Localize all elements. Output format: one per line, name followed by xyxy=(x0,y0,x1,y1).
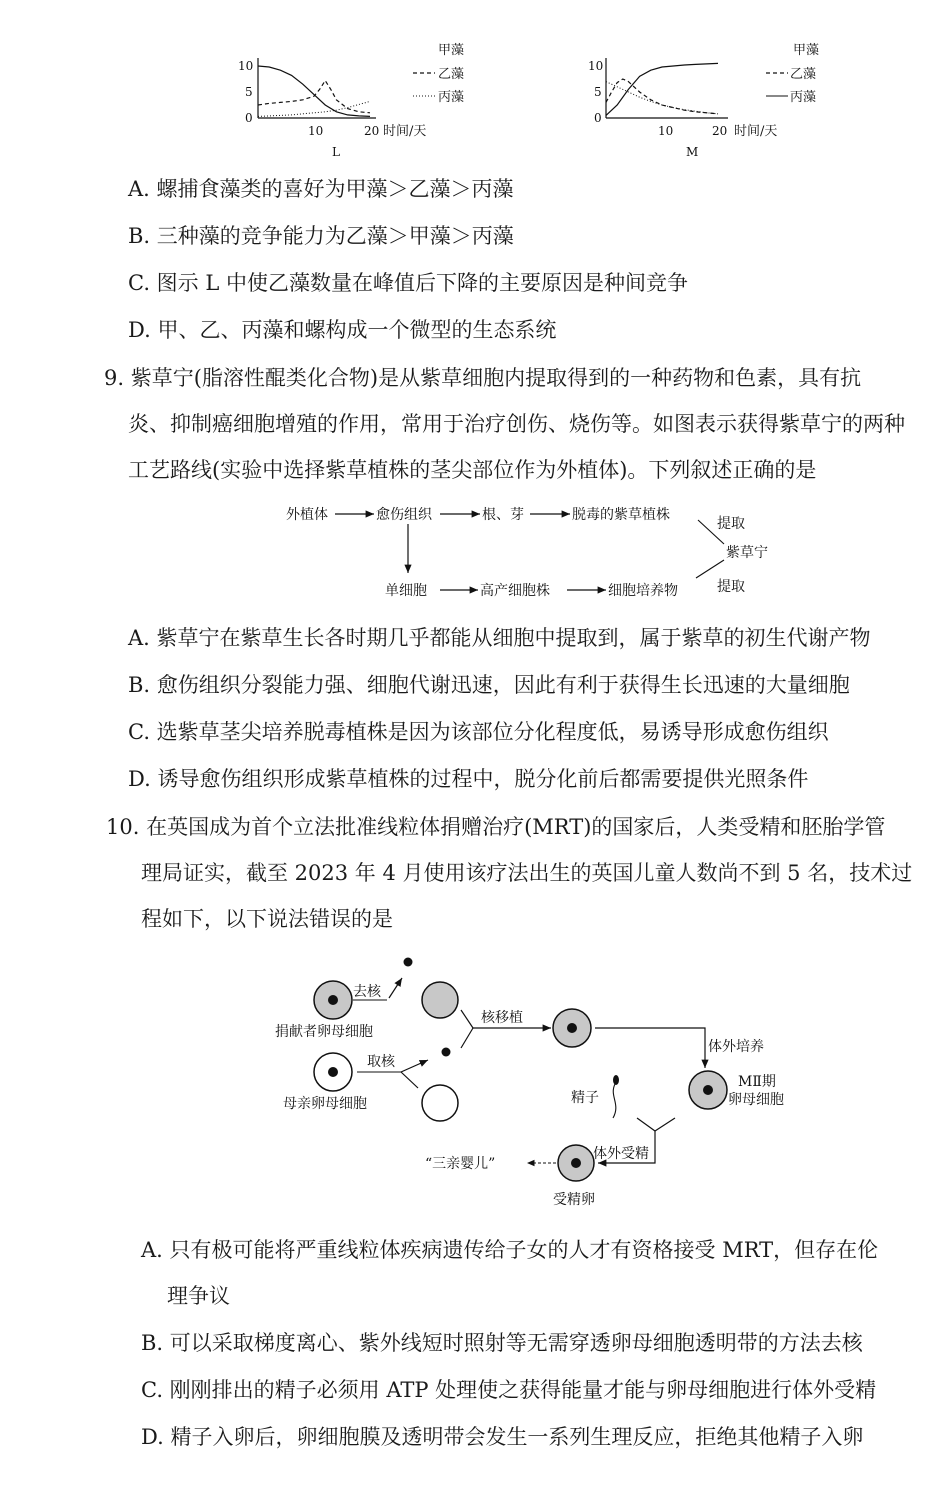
merge-line-top xyxy=(461,1010,473,1028)
q9-stem-line-1: 9. 紫草宁(脂溶性醌类化合物)是从紫草细胞内提取得到的一种药物和色素，具有抗 xyxy=(104,366,862,390)
label-sperm: 精子 xyxy=(571,1090,599,1106)
q9-stem-line-3: 工艺路线(实验中选择紫草植株的茎尖部位作为外植体)。下列叙述正确的是 xyxy=(128,458,817,482)
donor-nucleus-icon xyxy=(328,995,338,1005)
q8-option-c: C. 图示 L 中使乙藻数量在峰值后下降的主要原因是种间竞争 xyxy=(128,271,688,295)
label-extract-bottom: 提取 xyxy=(717,579,745,595)
ytick-10-m: 10 xyxy=(588,59,604,73)
q10-option-a-line-2: 理争议 xyxy=(167,1284,230,1308)
q8-option-b: B. 三种藻的竞争能力为乙藻＞甲藻＞丙藻 xyxy=(128,224,514,248)
q8-option-a: A. 螺捕食藻类的喜好为甲藻＞乙藻＞丙藻 xyxy=(128,177,514,201)
label-mii: MⅡ期 xyxy=(738,1074,776,1090)
q10-option-c: C. 刚刚排出的精子必须用 ATP 处理使之获得能量才能与卵母细胞进行体外受精 xyxy=(141,1378,877,1402)
series-group-m xyxy=(606,63,718,115)
q9-process-diagram xyxy=(280,498,800,610)
label-ivf: 体外受精 xyxy=(593,1146,649,1162)
q9-option-d: D. 诱导愈伤组织形成紫草植株的过程中，脱分化前后都需要提供光照条件 xyxy=(128,767,809,791)
sperm-head-icon xyxy=(613,1075,619,1085)
ytick-0-m: 0 xyxy=(594,111,602,125)
arrow-culture xyxy=(595,1028,705,1068)
node-root-bud: 根、芽 xyxy=(482,507,524,523)
node-single-cell: 单细胞 xyxy=(385,583,427,599)
node-explant: 外植体 xyxy=(286,507,328,523)
label-three-parent-baby: “三亲婴儿” xyxy=(425,1156,496,1172)
label-mother-oocyte: 母亲卵母细胞 xyxy=(283,1096,367,1112)
legend-jia-m: 甲藻 xyxy=(793,43,820,58)
legend-yi-m: 乙藻 xyxy=(790,67,817,82)
label-enucleate: 去核 xyxy=(353,984,381,1000)
node-cell-culture: 细胞培养物 xyxy=(608,583,678,599)
chart-label-m: M xyxy=(686,145,699,159)
label-zygote: 受精卵 xyxy=(553,1192,595,1208)
line-culture-product xyxy=(696,560,724,578)
zygote-nucleus-icon xyxy=(571,1158,581,1168)
q9-option-c: C. 选紫草茎尖培养脱毒植株是因为该部位分化程度低，易诱导形成愈伤组织 xyxy=(128,720,829,744)
q10-mrt-diagram xyxy=(265,948,825,1218)
sperm-icon xyxy=(613,1084,616,1118)
line-to-transplant xyxy=(401,1072,418,1088)
removed-nucleus-icon xyxy=(404,958,413,967)
mother-taken-nucleus-icon xyxy=(442,1048,451,1057)
chart-l xyxy=(228,40,518,160)
node-callus: 愈伤组织 xyxy=(376,507,432,523)
chart-label-l: L xyxy=(332,145,340,159)
q10-option-a-line-1: A. 只有极可能将严重线粒体疾病遗传给子女的人才有资格接受 MRT，但存在伦 xyxy=(141,1238,879,1262)
enucleated-oocyte-icon xyxy=(422,982,458,1018)
x-axis-label-m: 时间/天 xyxy=(734,124,778,139)
q8-option-d: D. 甲、乙、丙藻和螺构成一个微型的生态系统 xyxy=(128,318,557,342)
arrow-take-nucleus xyxy=(401,1060,428,1072)
mother-empty-oocyte-icon xyxy=(422,1085,458,1121)
series-line-l-0 xyxy=(258,66,370,116)
xtick-10-l: 10 xyxy=(308,124,324,138)
series-line-l-2 xyxy=(258,101,370,116)
label-donor-oocyte: 捐献者卵母细胞 xyxy=(275,1024,373,1040)
series-line-l-1 xyxy=(258,81,370,113)
q10-option-d: D. 精子入卵后，卵细胞膜及透明带会发生一系列生理反应，拒绝其他精子入卵 xyxy=(141,1425,864,1449)
xtick-10-m: 10 xyxy=(658,124,674,138)
mother-nucleus-icon xyxy=(328,1067,338,1077)
node-high-yield-line: 高产细胞株 xyxy=(480,583,550,599)
arrow-enucleate xyxy=(389,978,402,998)
mii-nucleus-icon xyxy=(703,1085,713,1095)
q10-stem-line-3: 程如下，以下说法错误的是 xyxy=(141,907,393,931)
label-extract-top: 提取 xyxy=(717,516,745,532)
ytick-5-l: 5 xyxy=(245,85,253,99)
label-mii-oocyte: 卵母细胞 xyxy=(728,1092,784,1108)
fert-merge-right xyxy=(655,1118,675,1131)
node-virus-free-plant: 脱毒的紫草植株 xyxy=(572,507,670,523)
xtick-20-l: 20 xyxy=(364,124,380,138)
xtick-20-m: 20 xyxy=(712,124,728,138)
legend-bing-l: 丙藻 xyxy=(438,90,465,105)
reconstructed-nucleus-icon xyxy=(567,1023,577,1033)
q9-stem-line-2: 炎、抑制癌细胞增殖的作用，常用于治疗创伤、烧伤等。如图表示获得紫草宁的两种 xyxy=(128,412,905,436)
series-group-l xyxy=(258,66,370,116)
q10-option-b: B. 可以采取梯度离心、紫外线短时照射等无需穿透卵母细胞透明带的方法去核 xyxy=(141,1331,863,1355)
label-take-nucleus: 取核 xyxy=(367,1054,395,1070)
q9-option-b: B. 愈伤组织分裂能力强、细胞代谢迅速，因此有利于获得生长迅速的大量细胞 xyxy=(128,673,850,697)
q9-option-a: A. 紫草宁在紫草生长各时期几乎都能从细胞中提取到，属于紫草的初生代谢产物 xyxy=(128,626,871,650)
chart-m xyxy=(588,40,878,160)
q10-stem-line-1: 10. 在英国成为首个立法批准线粒体捐赠治疗(MRT)的国家后，人类受精和胚胎学管 xyxy=(106,815,886,839)
legend-yi-l: 乙藻 xyxy=(438,67,465,82)
x-axis-label-l: 时间/天 xyxy=(383,124,427,139)
legend-bing-m: 丙藻 xyxy=(790,90,817,105)
q10-stem-line-2: 理局证实，截至 2023 年 4 月使用该疗法出生的英国儿童人数尚不到 5 名，技术过 xyxy=(141,861,913,885)
ytick-10-l: 10 xyxy=(238,59,254,73)
fert-merge-left xyxy=(637,1118,655,1131)
node-shikonin: 紫草宁 xyxy=(726,545,768,561)
ytick-5-m: 5 xyxy=(594,85,602,99)
ytick-0-l: 0 xyxy=(245,111,253,125)
label-transplant: 核移植 xyxy=(481,1010,523,1026)
merge-line-bottom xyxy=(461,1028,473,1048)
label-culture: 体外培养 xyxy=(708,1039,764,1055)
legend-jia-l: 甲藻 xyxy=(438,43,465,58)
